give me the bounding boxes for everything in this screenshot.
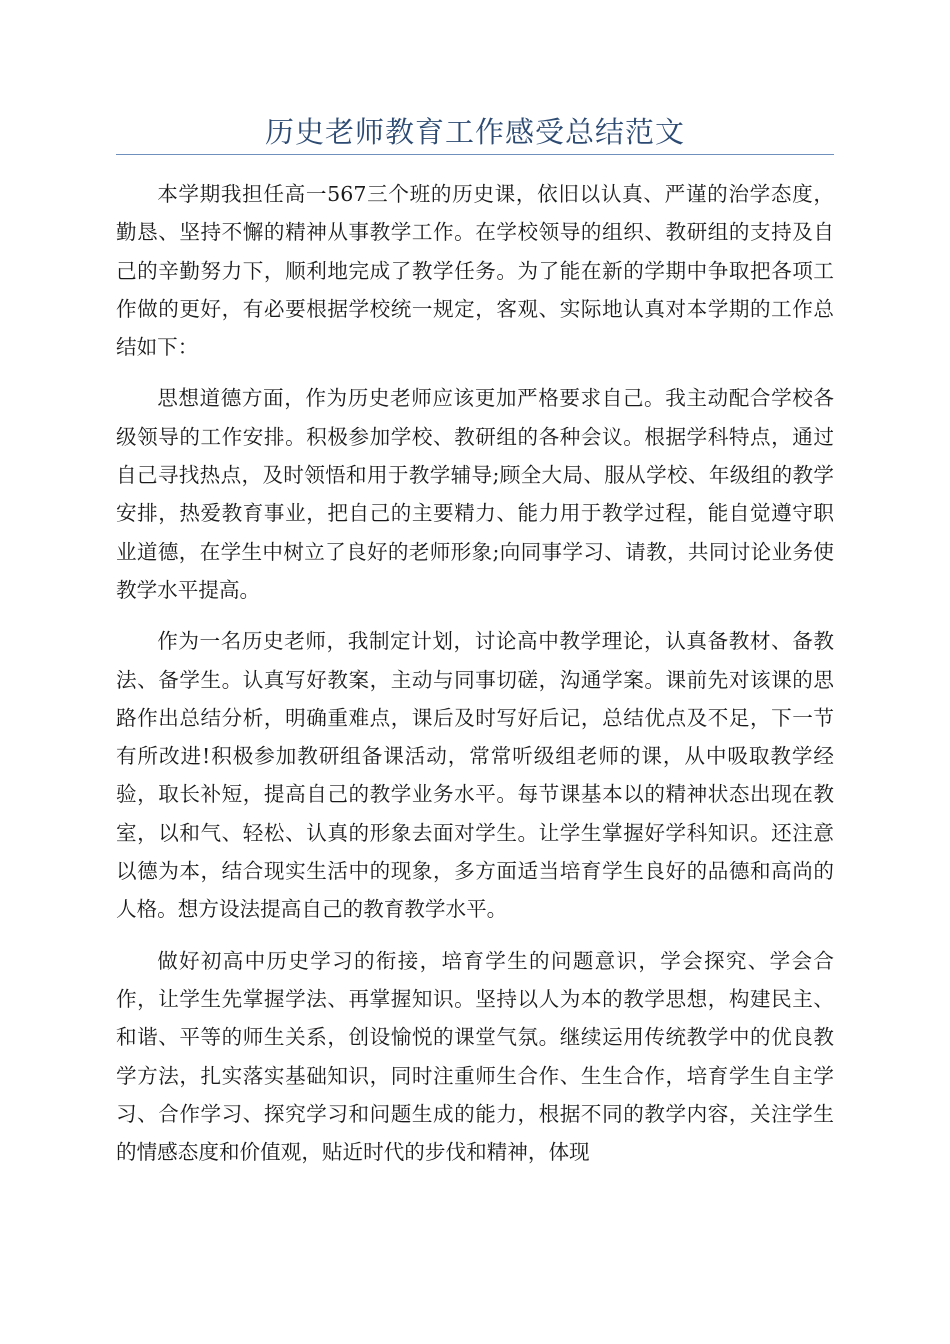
paragraph-teaching: 作为一名历史老师，我制定计划，讨论高中教学理论，认真备教材、备教法、备学生。认真写好教案，主动与同事切磋，沟通学案。课前先对该课的思路作出总结分析，明确重难点，课后及时写好后记，总结优点及不足，下一节有所改进!积极参加教研组备课活动，常常听级组老师的课，从中吸取教学经验，取长补短，提高自己的教学业务水平。每节课基本以的精神状态出现在教室，以和气、轻松、认真的形象去面对学生。让学生掌握好学科知识。还注意以德为本，结合现实生活中的现象，多方面适当培育学生良好的品德和高尚的人格。想方设法提高自己的教育教学水平。 [116,629,834,922]
document-body [116,175,834,1184]
title-underline [116,154,834,155]
document-title: 历史老师教育工作感受总结范文 [264,115,685,149]
paragraph-intro: 本学期我担任高一567三个班的历史课，依旧以认真、严谨的治学态度，勤恳、坚持不懈的精神从事教学工作。在学校领导的组织、教研组的支持及自己的辛勤努力下，顺利地完成了教学任务。为了能在新的学期中争取把各项工作做的更好，有必要根据学校统一规定，客观、实际地认真对本学期的工作总结如下： [116,182,834,360]
paragraph-transition: 做好初高中历史学习的衔接，培育学生的问题意识，学会探究、学会合作，让学生先掌握学法、再掌握知识。坚持以人为本的教学思想，构建民主、和谐、平等的师生关系，创设愉悦的课堂气氛。继续运用传统教学中的优良教学方法，扎实落实基础知识，同时注重师生合作、生生合作，培育学生自主学习、合作学习、探究学习和问题生成的能力，根据不同的教学内容，关注学生的情感态度和价值观，贴近时代的步伐和精神，体现 [116,948,834,1165]
paragraph-moral: 思想道德方面，作为历史老师应该更加严格要求自己。我主动配合学校各级领导的工作安排。积极参加学校、教研组的各种会议。根据学科特点，通过自己寻找热点，及时领悟和用于教学辅导;顾全大局、服从学校、年级组的教学安排，热爱教育事业，把自己的主要精力、能力用于教学过程，能自觉遵守职业道德，在学生中树立了良好的老师形象;向同事学习、请教，共同讨论业务使教学水平提高。 [116,386,834,602]
